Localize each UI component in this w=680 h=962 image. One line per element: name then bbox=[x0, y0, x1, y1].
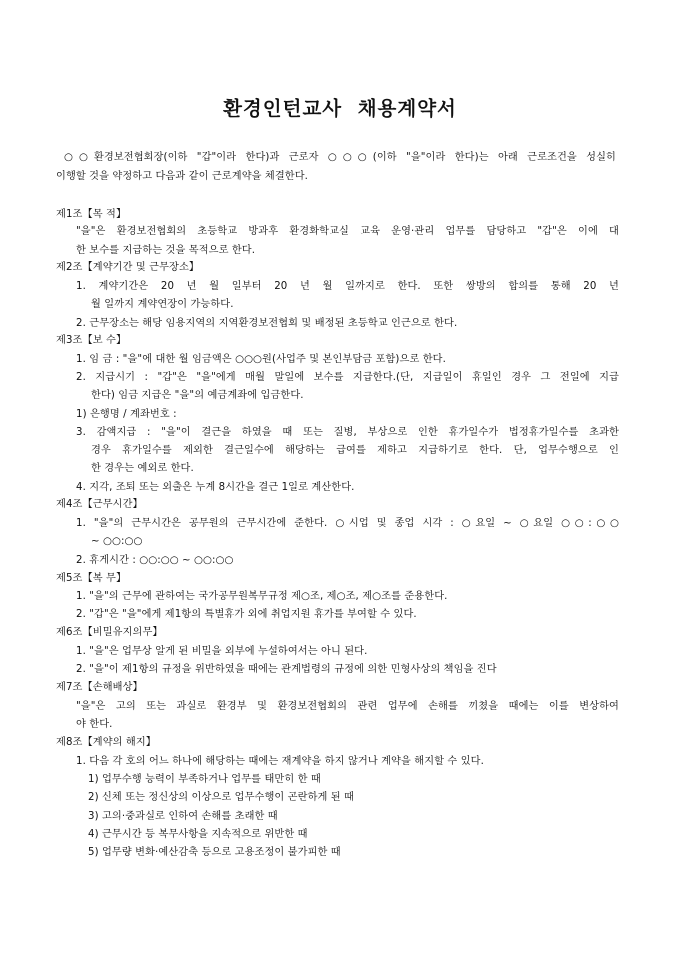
article-1-line: "을"은 환경보전협회의 초등학교 방과후 환경화학교실 교육 운영·관리 업무를 담당하고 "갑"은 이에 대 bbox=[76, 226, 619, 237]
article-3-line: 1) 은행명 / 계좌번호 : bbox=[76, 409, 177, 420]
article-2-line: 1. 계약기간은 20 년 월 일부터 20 년 월 일까지로 한다. 또한 쌍방의 합의를 통해 20 년 bbox=[76, 281, 619, 292]
article-3-line: 1. 임 금 : "을"에 대한 월 임금액은 ○○○원(사업주 및 본인부담금 포함)으로 한다. bbox=[76, 354, 446, 365]
article-3-line: 경우 휴가일수를 제외한 결근일수에 해당하는 급여를 제하고 지급하기로 한다. 단, 업무수행으로 인 bbox=[91, 445, 619, 456]
article-8-heading: 제8조【계약의 해지】 bbox=[56, 737, 157, 748]
article-8-line: 1. 다음 각 호의 어느 하나에 해당하는 때에는 재계약을 하지 않거나 계약을 해지할 수 있다. bbox=[76, 756, 484, 767]
article-3-line: 4. 지각, 조퇴 또는 외출은 누계 8시간을 결근 1일로 계산한다. bbox=[76, 482, 355, 493]
article-7-line: 야 한다. bbox=[76, 719, 113, 730]
article-4-line: ~ ○○:○○ bbox=[91, 536, 143, 547]
document-title: 환경인턴교사 채용계약서 bbox=[223, 97, 457, 120]
article-6-line: 2. "을"이 제1항의 규정을 위반하였을 때에는 관계법령의 규정에 의한 민형사상의 책임을 진다 bbox=[76, 664, 497, 675]
article-4-line: 1. "을"의 근무시간은 공무원의 근무시간에 준한다. ○시업 및 종업 시각 : ○요일 ~ ○요일 ○○:○○ bbox=[76, 518, 619, 529]
article-5-line: 2. "갑"은 "을"에게 제1항의 특별휴가 외에 취업지원 휴가를 부여할 수 있다. bbox=[76, 609, 417, 620]
article-3-line: 3. 감액지급 : "을"이 결근을 하였을 때 또는 질병, 부상으로 인한 휴가일수가 법정휴가일수를 초과한 bbox=[76, 427, 619, 438]
article-6-heading: 제6조【비밀유지의무】 bbox=[56, 627, 163, 638]
article-3-line: 한 경우는 예외로 한다. bbox=[91, 463, 194, 474]
article-8-item: 2) 신체 또는 정신상의 이상으로 업무수행이 곤란하게 된 때 bbox=[88, 792, 355, 803]
article-8-item: 4) 근무시간 등 복무사항을 지속적으로 위반한 때 bbox=[88, 829, 308, 840]
article-3-line: 2. 지급시기 : "갑"은 "을"에게 매월 말일에 보수를 지급한다.(단, 지급일이 휴일인 경우 그 전일에 지급 bbox=[76, 372, 619, 383]
article-8-item: 5) 업무량 변화·예산감축 등으로 고용조정이 불가피한 때 bbox=[88, 847, 341, 858]
article-3-line: 한다) 임금 지급은 "을"의 예금계좌에 입금한다. bbox=[91, 390, 304, 401]
article-8-item: 1) 업무수행 능력이 부족하거나 업무를 태만히 한 때 bbox=[88, 774, 321, 785]
article-7-line: "을"은 고의 또는 과실로 환경부 및 환경보전협회의 관련 업무에 손해를 끼쳤을 때에는 이를 변상하여 bbox=[76, 701, 619, 712]
article-3-heading: 제3조【보 수】 bbox=[56, 335, 127, 346]
article-6-line: 1. "을"은 업무상 알게 된 비밀을 외부에 누설하여서는 아니 된다. bbox=[76, 646, 368, 657]
article-1-line: 한 보수를 지급하는 것을 목적으로 한다. bbox=[76, 245, 256, 256]
article-2-line: 월 일까지 계약연장이 가능하다. bbox=[91, 299, 234, 310]
article-2-heading: 제2조【계약기간 및 근무장소】 bbox=[56, 262, 200, 273]
article-7-heading: 제7조【손해배상】 bbox=[56, 682, 143, 693]
intro-line: 이행할 것을 약정하고 다음과 같이 근로계약을 체결한다. bbox=[56, 171, 309, 182]
article-1-heading: 제1조【목 적】 bbox=[56, 209, 127, 220]
article-5-heading: 제5조【복 무】 bbox=[56, 573, 127, 584]
article-4-line: 2. 휴게시간 : ○○:○○ ~ ○○:○○ bbox=[76, 555, 234, 566]
article-8-item: 3) 고의·중과실로 인하여 손해를 초래한 때 bbox=[88, 811, 278, 822]
intro-line: ○○환경보전협회장(이하 "갑"이라 한다)과 근로자 ○○○(이하 "을"이라 한다)는 아래 근로조건을 성실히 bbox=[64, 152, 616, 163]
article-4-heading: 제4조【근무시간】 bbox=[56, 499, 143, 510]
article-2-line: 2. 근무장소는 해당 임용지역의 지역환경보전협회 및 배정된 초등학교 인근으로 한다. bbox=[76, 318, 458, 329]
article-5-line: 1. "을"의 근무에 관하여는 국가공무원복무규정 제○조, 제○조, 제○조를 준용한다. bbox=[76, 591, 448, 602]
